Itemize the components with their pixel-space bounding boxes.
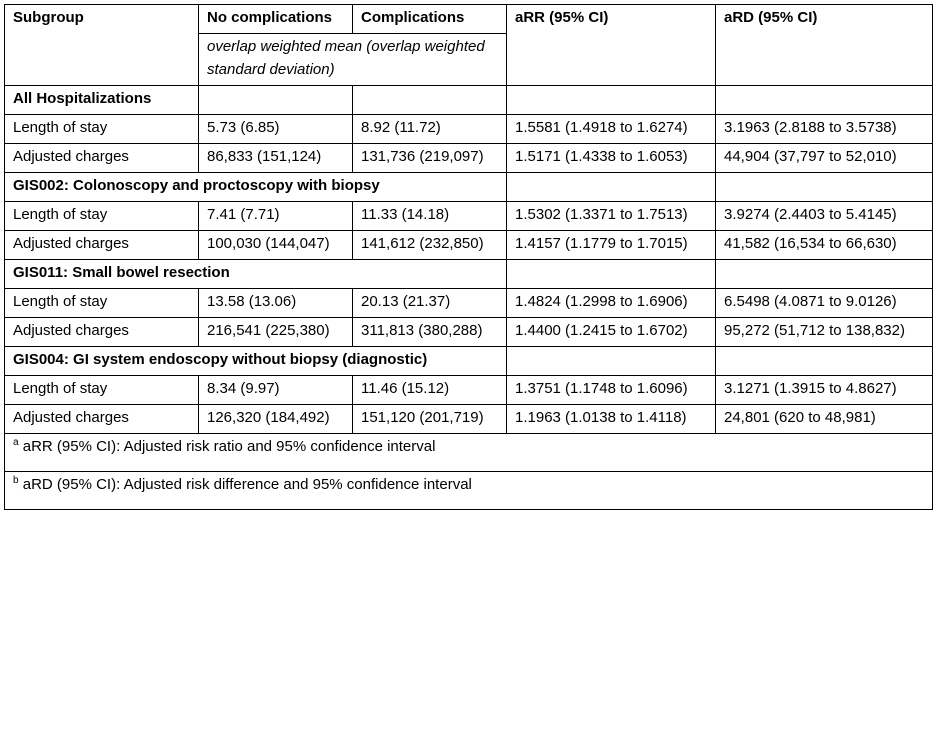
cell-complications: 11.46 (15.12) xyxy=(353,376,507,405)
cell-arr: 1.4824 (1.2998 to 1.6906) xyxy=(507,289,716,318)
cell-arr: 1.5581 (1.4918 to 1.6274) xyxy=(507,115,716,144)
footnote-text: aRD (95% CI): Adjusted risk difference and 95% confidence interval xyxy=(22,476,472,493)
row-label: Adjusted charges xyxy=(5,231,199,260)
row-label: Length of stay xyxy=(5,289,199,318)
cell-ard: 44,904 (37,797 to 52,010) xyxy=(716,144,933,173)
footnote-row xyxy=(5,472,933,510)
footnote-row xyxy=(5,434,933,472)
cell-ard: 3.9274 (2.4403 to 5.4145) xyxy=(716,202,933,231)
row-label: Adjusted charges xyxy=(5,405,199,434)
row-label: Adjusted charges xyxy=(5,318,199,347)
cell-no-complications: 8.34 (9.97) xyxy=(199,376,353,405)
cell-ard: 95,272 (51,712 to 138,832) xyxy=(716,318,933,347)
footnote-text: aRR (95% CI): Adjusted risk ratio and 95% confidence interval xyxy=(22,438,436,455)
group-title: GIS002: Colonoscopy and proctoscopy with biopsy xyxy=(5,173,507,202)
cell-ard: 3.1271 (1.3915 to 4.8627) xyxy=(716,376,933,405)
cell-no-complications: 86,833 (151,124) xyxy=(199,144,353,173)
table-row xyxy=(5,289,933,318)
footnote-arr xyxy=(5,434,933,472)
cell-complications: 20.13 (21.37) xyxy=(353,289,507,318)
cell-arr: 1.5302 (1.3371 to 1.7513) xyxy=(507,202,716,231)
cell-complications: 151,120 (201,719) xyxy=(353,405,507,434)
cell-no-complications: 126,320 (184,492) xyxy=(199,405,353,434)
cell-ard: 24,801 (620 to 48,981) xyxy=(716,405,933,434)
header-ard: aRD (95% CI) xyxy=(716,5,933,86)
row-label: Length of stay xyxy=(5,115,199,144)
header-complications: Complications xyxy=(353,5,507,34)
cell-ard: 6.5498 (4.0871 to 9.0126) xyxy=(716,289,933,318)
subheader-weighted-mean: overlap weighted mean (overlap weighted standard deviation) xyxy=(199,34,507,86)
results-table xyxy=(4,4,933,510)
header-row xyxy=(5,5,933,34)
cell-no-complications: 216,541 (225,380) xyxy=(199,318,353,347)
table-row xyxy=(5,202,933,231)
row-label: Adjusted charges xyxy=(5,144,199,173)
cell-arr: 1.4400 (1.2415 to 1.6702) xyxy=(507,318,716,347)
table-row xyxy=(5,115,933,144)
cell-no-complications: 5.73 (6.85) xyxy=(199,115,353,144)
table-row xyxy=(5,318,933,347)
group-title: GIS011: Small bowel resection xyxy=(5,260,507,289)
table-row xyxy=(5,376,933,405)
header-no-complications: No complications xyxy=(199,5,353,34)
cell-arr: 1.3751 (1.1748 to 1.6096) xyxy=(507,376,716,405)
row-label: Length of stay xyxy=(5,376,199,405)
footnote-mark: a xyxy=(13,437,19,448)
group-row xyxy=(5,173,933,202)
row-label: Length of stay xyxy=(5,202,199,231)
group-title: All Hospitalizations xyxy=(5,86,199,115)
table-row xyxy=(5,405,933,434)
group-row xyxy=(5,347,933,376)
cell-arr: 1.4157 (1.1779 to 1.7015) xyxy=(507,231,716,260)
cell-complications: 11.33 (14.18) xyxy=(353,202,507,231)
group-row xyxy=(5,260,933,289)
footnote-mark: b xyxy=(13,475,19,486)
cell-arr: 1.5171 (1.4338 to 1.6053) xyxy=(507,144,716,173)
cell-no-complications: 100,030 (144,047) xyxy=(199,231,353,260)
cell-ard: 41,582 (16,534 to 66,630) xyxy=(716,231,933,260)
group-row xyxy=(5,86,933,115)
cell-complications: 141,612 (232,850) xyxy=(353,231,507,260)
cell-complications: 8.92 (11.72) xyxy=(353,115,507,144)
table-row xyxy=(5,144,933,173)
header-subgroup: Subgroup xyxy=(5,5,199,86)
cell-complications: 311,813 (380,288) xyxy=(353,318,507,347)
table-row xyxy=(5,231,933,260)
footnote-ard xyxy=(5,472,933,510)
group-title: GIS004: GI system endoscopy without biopsy (diagnostic) xyxy=(5,347,507,376)
cell-complications: 131,736 (219,097) xyxy=(353,144,507,173)
header-arr: aRR (95% CI) xyxy=(507,5,716,86)
cell-ard: 3.1963 (2.8188 to 3.5738) xyxy=(716,115,933,144)
cell-no-complications: 7.41 (7.71) xyxy=(199,202,353,231)
cell-no-complications: 13.58 (13.06) xyxy=(199,289,353,318)
cell-arr: 1.1963 (1.0138 to 1.4118) xyxy=(507,405,716,434)
